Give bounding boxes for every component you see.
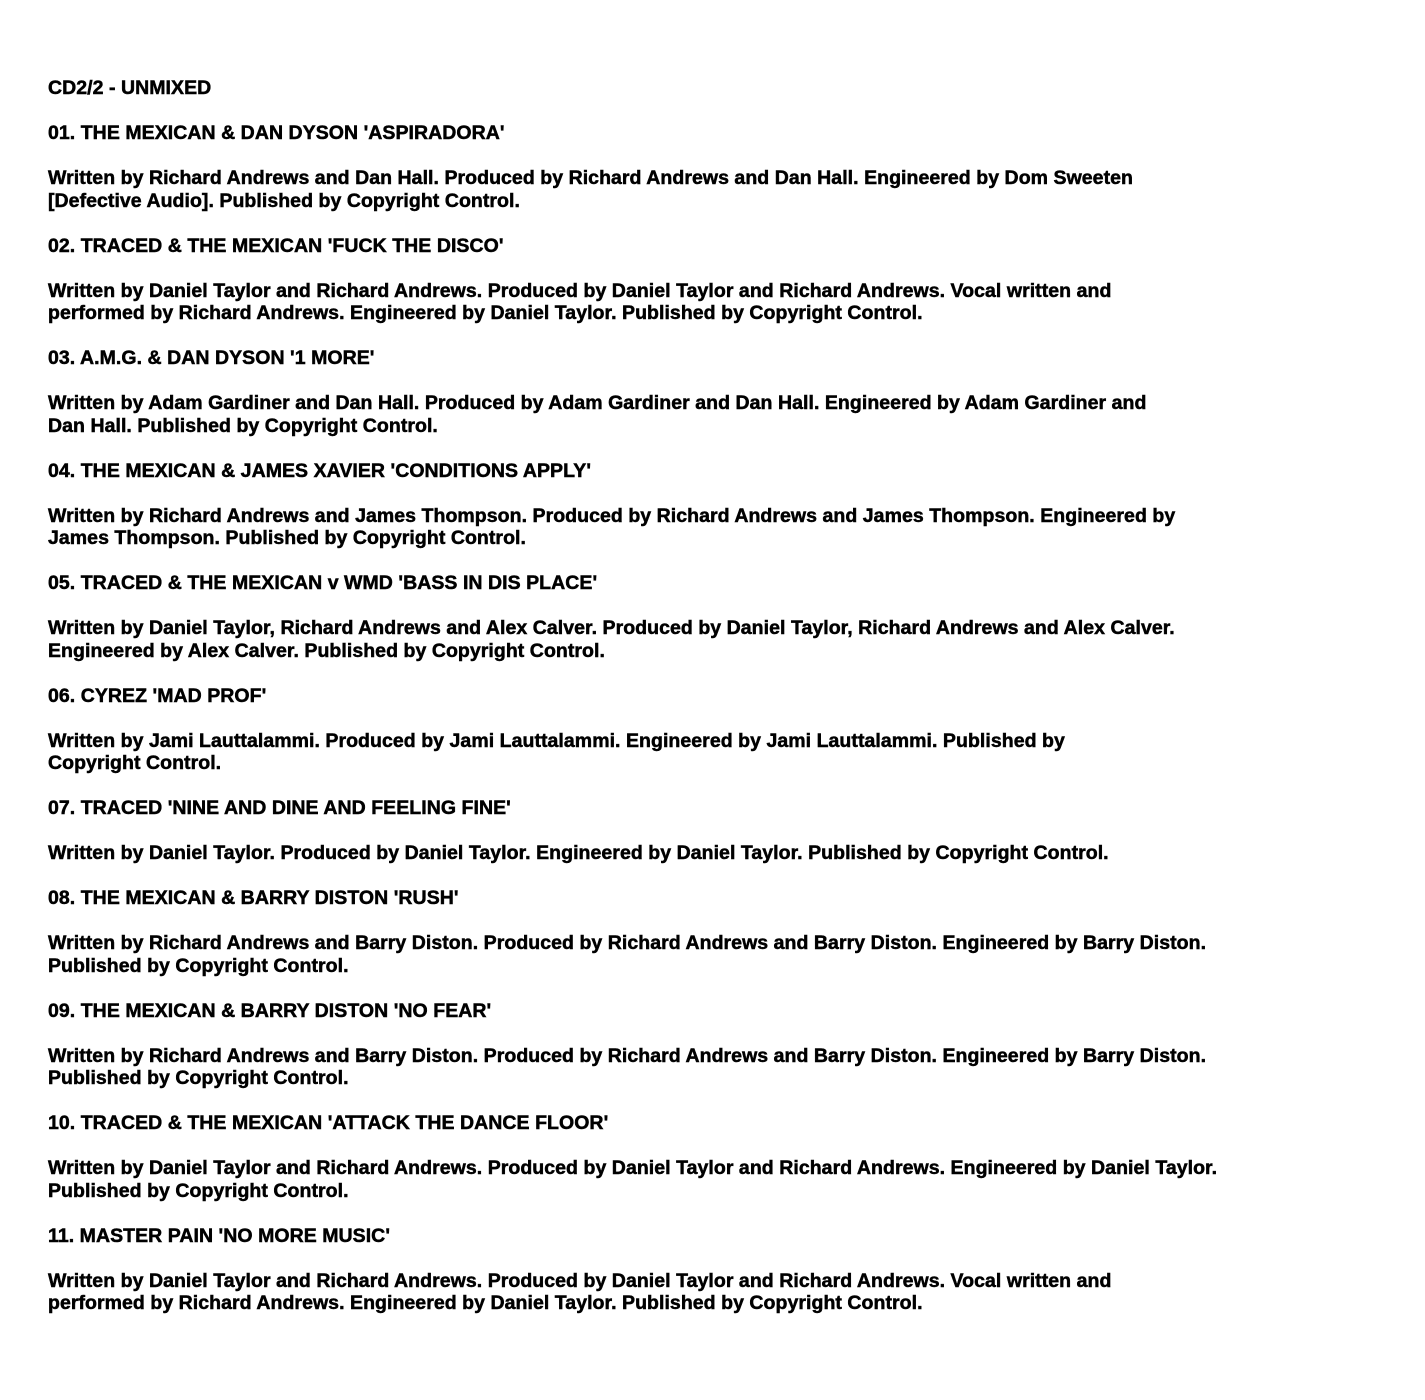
track-entry	[48, 235, 1408, 325]
track-title: 07. TRACED 'NINE AND DINE AND FEELING FINE'	[48, 797, 511, 819]
track-title: 10. TRACED & THE MEXICAN 'ATTACK THE DANCE FLOOR'	[48, 1112, 609, 1134]
track-credits: Written by Daniel Taylor and Richard Andrews. Produced by Daniel Taylor and Richard Andrews. Vocal written and performed by Richard Andrews. Engineered by Daniel Taylor. Published by Copyright Control.	[48, 279, 1112, 324]
track-entry	[48, 347, 1408, 437]
track-title: 06. CYREZ 'MAD PROF'	[48, 684, 267, 707]
track-entry	[48, 887, 1408, 977]
track-entry	[48, 1225, 1408, 1315]
track-title: 05. TRACED & THE MEXICAN v WMD 'BASS IN DIS PLACE'	[48, 572, 598, 594]
track-credits: Written by Richard Andrews and Barry Diston. Produced by Richard Andrews and Barry Diston. Engineered by Barry Diston. Published by Copyright Control.	[48, 1044, 1207, 1089]
track-credits: Written by Richard Andrews and James Thompson. Produced by Richard Andrews and James Thompson. Engineered by James Thompson. Published by Copyright Control.	[48, 504, 1176, 549]
track-entry	[48, 122, 1408, 212]
track-title: 02. TRACED & THE MEXICAN 'FUCK THE DISCO'	[48, 234, 504, 257]
track-title: 01. THE MEXICAN & DAN DYSON 'ASPIRADORA'	[48, 122, 505, 144]
track-entry	[48, 797, 1408, 865]
track-credits: Written by Richard Andrews and Barry Diston. Produced by Richard Andrews and Barry Diston. Engineered by Barry Diston. Published by Copyright Control.	[48, 932, 1207, 977]
track-entry	[48, 685, 1408, 775]
track-title: 04. THE MEXICAN & JAMES XAVIER 'CONDITIONS APPLY'	[48, 459, 592, 482]
track-credits: Written by Daniel Taylor and Richard Andrews. Produced by Daniel Taylor and Richard Andrews. Vocal written and performed by Richard Andrews. Engineered by Daniel Taylor. Published by Copyright Control.	[48, 1269, 1112, 1314]
track-entry	[48, 460, 1408, 550]
track-credits: Written by Richard Andrews and Dan Hall. Produced by Richard Andrews and Dan Hall. Engineered by Dom Sweeten [Defective Audio]. Published by Copyright Control.	[48, 167, 1133, 212]
track-title: 11. MASTER PAIN 'NO MORE MUSIC'	[48, 1224, 390, 1247]
track-title: 08. THE MEXICAN & BARRY DISTON 'RUSH'	[48, 887, 459, 909]
track-entry	[48, 572, 1408, 662]
track-title: 09. THE MEXICAN & BARRY DISTON 'NO FEAR'	[48, 999, 492, 1022]
track-credits: Written by Daniel Taylor and Richard Andrews. Produced by Daniel Taylor and Richard Andrews. Engineered by Daniel Taylor. Published by Copyright Control.	[48, 1157, 1218, 1202]
track-entry	[48, 1112, 1408, 1202]
track-credits: Written by Daniel Taylor. Produced by Daniel Taylor. Engineered by Daniel Taylor. Published by Copyright Control.	[48, 842, 1109, 864]
disc-heading: CD2/2 - UNMIXED	[48, 77, 212, 99]
track-entry	[48, 1000, 1408, 1090]
track-credits: Written by Daniel Taylor, Richard Andrews and Alex Calver. Produced by Daniel Taylor, Richard Andrews and Alex Calver. Engineered by Alex Calver. Published by Copyright Control.	[48, 617, 1175, 662]
track-title: 03. A.M.G. & DAN DYSON '1 MORE'	[48, 347, 375, 369]
tracklist-document	[48, 77, 1408, 1337]
track-credits: Written by Adam Gardiner and Dan Hall. Produced by Adam Gardiner and Dan Hall. Engineered by Adam Gardiner and Dan Hall. Published by Copyright Control.	[48, 392, 1147, 437]
track-credits: Written by Jami Lauttalammi. Produced by Jami Lauttalammi. Engineered by Jami Lauttalammi. Published by Copyright Control.	[48, 729, 1065, 774]
